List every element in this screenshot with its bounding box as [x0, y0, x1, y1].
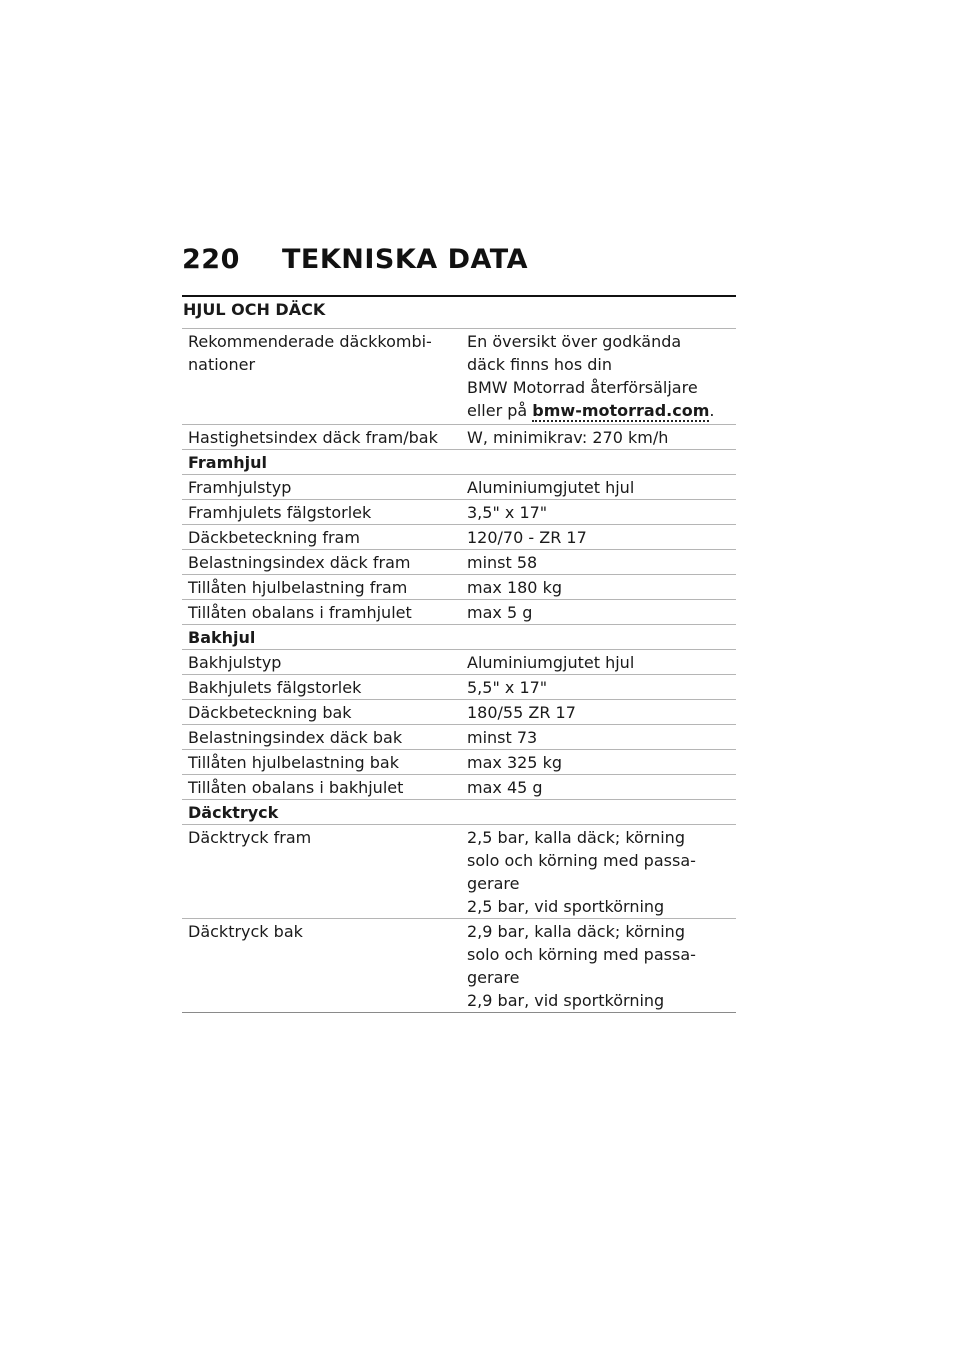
table-row-speed-index	[182, 424, 736, 449]
row-value: 2,5 bar, kalla däck; körning solo och körning med passa- gerare 2,5 bar, vid sportkörning	[461, 824, 736, 918]
row-label: Däckbeteckning fram	[182, 524, 461, 549]
front-rows	[182, 474, 736, 624]
page-number: 220	[182, 244, 240, 275]
table-row	[182, 699, 736, 724]
wheels-tyres-section	[182, 295, 736, 1013]
table-row	[182, 499, 736, 524]
table-row	[182, 474, 736, 499]
page-title: TEKNISKA DATA	[282, 244, 529, 275]
group-header-front: Framhjul	[182, 449, 736, 474]
table-row	[182, 724, 736, 749]
table-row-recommended	[182, 329, 736, 424]
row-value: max 325 kg	[461, 749, 736, 774]
row-value: Aluminiumgjutet hjul	[461, 649, 736, 674]
row-value: minst 73	[461, 724, 736, 749]
spec-table	[182, 329, 736, 1013]
table-row	[182, 599, 736, 624]
row-label: Bakhjulets fälgstorlek	[182, 674, 461, 699]
table-row-pressure-rear	[182, 918, 736, 1012]
row-value: max 45 g	[461, 774, 736, 799]
row-label: Bakhjulstyp	[182, 649, 461, 674]
table-row	[182, 649, 736, 674]
row-label: Tillåten hjulbelastning fram	[182, 574, 461, 599]
row-label: Rekommenderade däckkombi- nationer	[182, 329, 461, 424]
row-value: Aluminiumgjutet hjul	[461, 474, 736, 499]
row-label: Tillåten obalans i bakhjulet	[182, 774, 461, 799]
row-label: Tillåten obalans i framhjulet	[182, 599, 461, 624]
row-value: 180/55 ZR 17	[461, 699, 736, 724]
row-label: Däckbeteckning bak	[182, 699, 461, 724]
table-row	[182, 749, 736, 774]
row-value: 120/70 - ZR 17	[461, 524, 736, 549]
group-header-pressure: Däcktryck	[182, 799, 736, 824]
page-header	[182, 244, 528, 275]
row-label: Tillåten hjulbelastning bak	[182, 749, 461, 774]
row-value: 5,5" x 17"	[461, 674, 736, 699]
table-row-pressure-front	[182, 824, 736, 918]
row-label: Däcktryck bak	[182, 918, 461, 1012]
table-row	[182, 674, 736, 699]
table-row	[182, 549, 736, 574]
section-title: HJUL OCH DÄCK	[182, 297, 736, 329]
row-label: Hastighetsindex däck fram/bak	[182, 424, 461, 449]
group-header-rear: Bakhjul	[182, 624, 736, 649]
row-value: 3,5" x 17"	[461, 499, 736, 524]
bmw-motorrad-link[interactable]: bmw-motorrad.com	[532, 401, 710, 420]
table-row	[182, 524, 736, 549]
row-value: 2,9 bar, kalla däck; körning solo och körning med passa- gerare 2,9 bar, vid sportkörning	[461, 918, 736, 1012]
row-value: minst 58	[461, 549, 736, 574]
row-label: Belastningsindex däck bak	[182, 724, 461, 749]
row-label: Däcktryck fram	[182, 824, 461, 918]
row-label: Framhjulets fälgstorlek	[182, 499, 461, 524]
row-label: Framhjulstyp	[182, 474, 461, 499]
row-value: max 5 g	[461, 599, 736, 624]
row-label: Belastningsindex däck fram	[182, 549, 461, 574]
table-row	[182, 774, 736, 799]
rear-rows	[182, 649, 736, 799]
row-value: En översikt över godkända däck finns hos din BMW Motorrad återförsäljare eller på bmw-motorrad.com.	[461, 329, 736, 424]
table-row	[182, 574, 736, 599]
row-value: W, minimikrav: 270 km/h	[461, 424, 736, 449]
row-value: max 180 kg	[461, 574, 736, 599]
